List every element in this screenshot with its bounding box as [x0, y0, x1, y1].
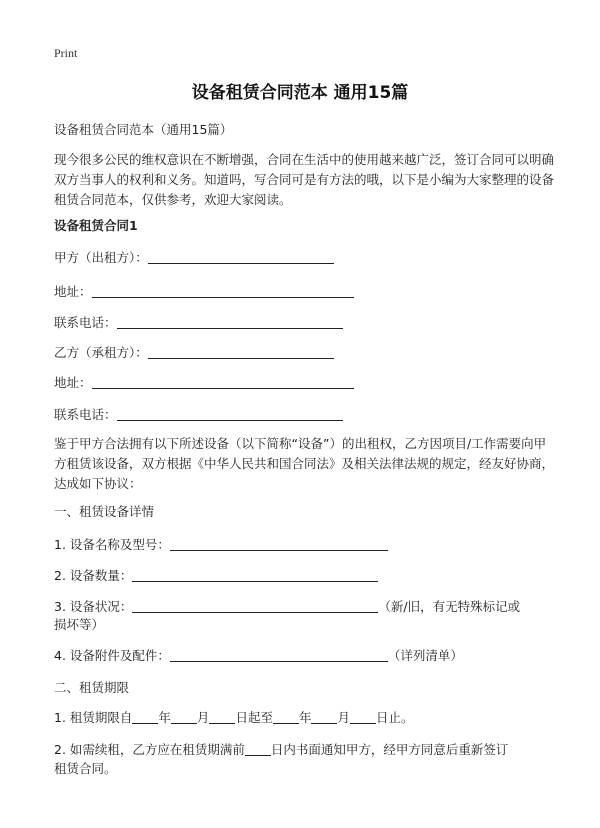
item1-blank[interactable] — [170, 536, 388, 551]
item3-blank[interactable] — [132, 598, 378, 613]
term1-year1: 年 — [158, 710, 171, 725]
party-a-row — [54, 248, 334, 268]
party-b-label: 乙方（承租方）： — [54, 345, 148, 360]
item4-suffix: （详列清单） — [387, 648, 463, 663]
party-b-phone-row — [54, 405, 343, 425]
term1-month1: 月 — [196, 710, 210, 725]
party-a-address-row — [54, 282, 354, 302]
item4-blank[interactable] — [170, 647, 388, 662]
term1-day2: 日止。 — [375, 710, 414, 725]
term2-suffix: 日内书面通知甲方，经甲方同意后重新签订 — [270, 742, 509, 757]
term1-start-day-blank[interactable] — [209, 709, 235, 724]
term1-day1: 日起至 — [235, 710, 273, 725]
item4-row — [54, 646, 463, 666]
item1-row — [54, 535, 388, 555]
print-link[interactable]: Print — [54, 46, 78, 60]
term1-end-year-blank[interactable] — [273, 709, 299, 724]
preamble-paragraph: 鉴于甲方合法拥有以下所述设备（以下简称“设备”）的出租权，乙方因项目/工作需要向甲方租赁该设备，双方根据《中华人民共和国合同法》及相关法律法规的规定，经友好协商，达成如下协议： — [54, 436, 555, 491]
term1-month2: 月 — [337, 710, 350, 725]
item2-row — [54, 566, 378, 586]
term2-days-blank[interactable] — [245, 741, 271, 756]
party-b-phone-blank[interactable] — [117, 406, 343, 421]
term2-row — [54, 740, 508, 760]
item3-row — [54, 597, 520, 617]
term1-row — [54, 708, 414, 728]
party-a-phone-blank[interactable] — [117, 314, 343, 329]
intro-paragraph: 现今很多公民的维权意识在不断增强，合同在生活中的使用越来越广泛，签订合同可以明确双方当事人的权利和义务。知道吗，写合同可是有方法的哦，以下是小编为大家整理的设备租赁合同范本，仅供参考，欢迎大家阅读。 — [54, 152, 555, 207]
party-a-label: 甲方（出租方）： — [54, 250, 148, 265]
term1-end-month-blank[interactable] — [311, 709, 337, 724]
item1-label: 1. 设备名称及型号： — [54, 537, 170, 552]
party-a-phone-row — [54, 313, 343, 333]
party-b-address-label: 地址： — [54, 375, 92, 390]
section2-heading: 二、租赁期限 — [54, 680, 130, 695]
term1-start-month-blank[interactable] — [171, 709, 197, 724]
term1-start-year-blank[interactable] — [132, 709, 158, 724]
party-b-row — [54, 343, 334, 363]
term2-prefix: 2. 如需续租，乙方应在租赁期满前 — [54, 742, 245, 757]
document-title: 设备租赁合同范本 通用15篇 — [191, 83, 409, 103]
term1-prefix: 1. 租赁期限自 — [54, 710, 133, 725]
term2-cont-row — [54, 759, 117, 779]
contract-heading: 设备租赁合同1 — [54, 218, 138, 233]
document-subtitle: 设备租赁合同范本（通用15篇） — [54, 122, 233, 137]
item3-suffix: （新/旧，有无特殊标记或 — [378, 599, 521, 614]
party-b-blank[interactable] — [148, 344, 334, 359]
term1-year2: 年 — [298, 710, 312, 725]
party-b-address-row — [54, 373, 354, 393]
item2-label: 2. 设备数量： — [54, 568, 133, 583]
party-a-address-label: 地址： — [54, 284, 92, 299]
item3-cont-row — [54, 615, 104, 635]
item2-blank[interactable] — [132, 567, 378, 582]
party-b-phone-label: 联系电话： — [54, 407, 117, 422]
item4-label: 4. 设备附件及配件： — [54, 648, 170, 663]
party-a-blank[interactable] — [148, 249, 334, 264]
party-b-address-blank[interactable] — [92, 374, 354, 389]
section1-heading: 一、租赁设备详情 — [54, 504, 155, 519]
item3-label: 3. 设备状况： — [54, 599, 133, 614]
party-a-phone-label: 联系电话： — [54, 315, 117, 330]
party-a-address-blank[interactable] — [92, 283, 354, 298]
term2-cont: 租赁合同。 — [54, 761, 117, 776]
item3-cont: 损坏等） — [54, 617, 105, 632]
term1-end-day-blank[interactable] — [350, 709, 376, 724]
